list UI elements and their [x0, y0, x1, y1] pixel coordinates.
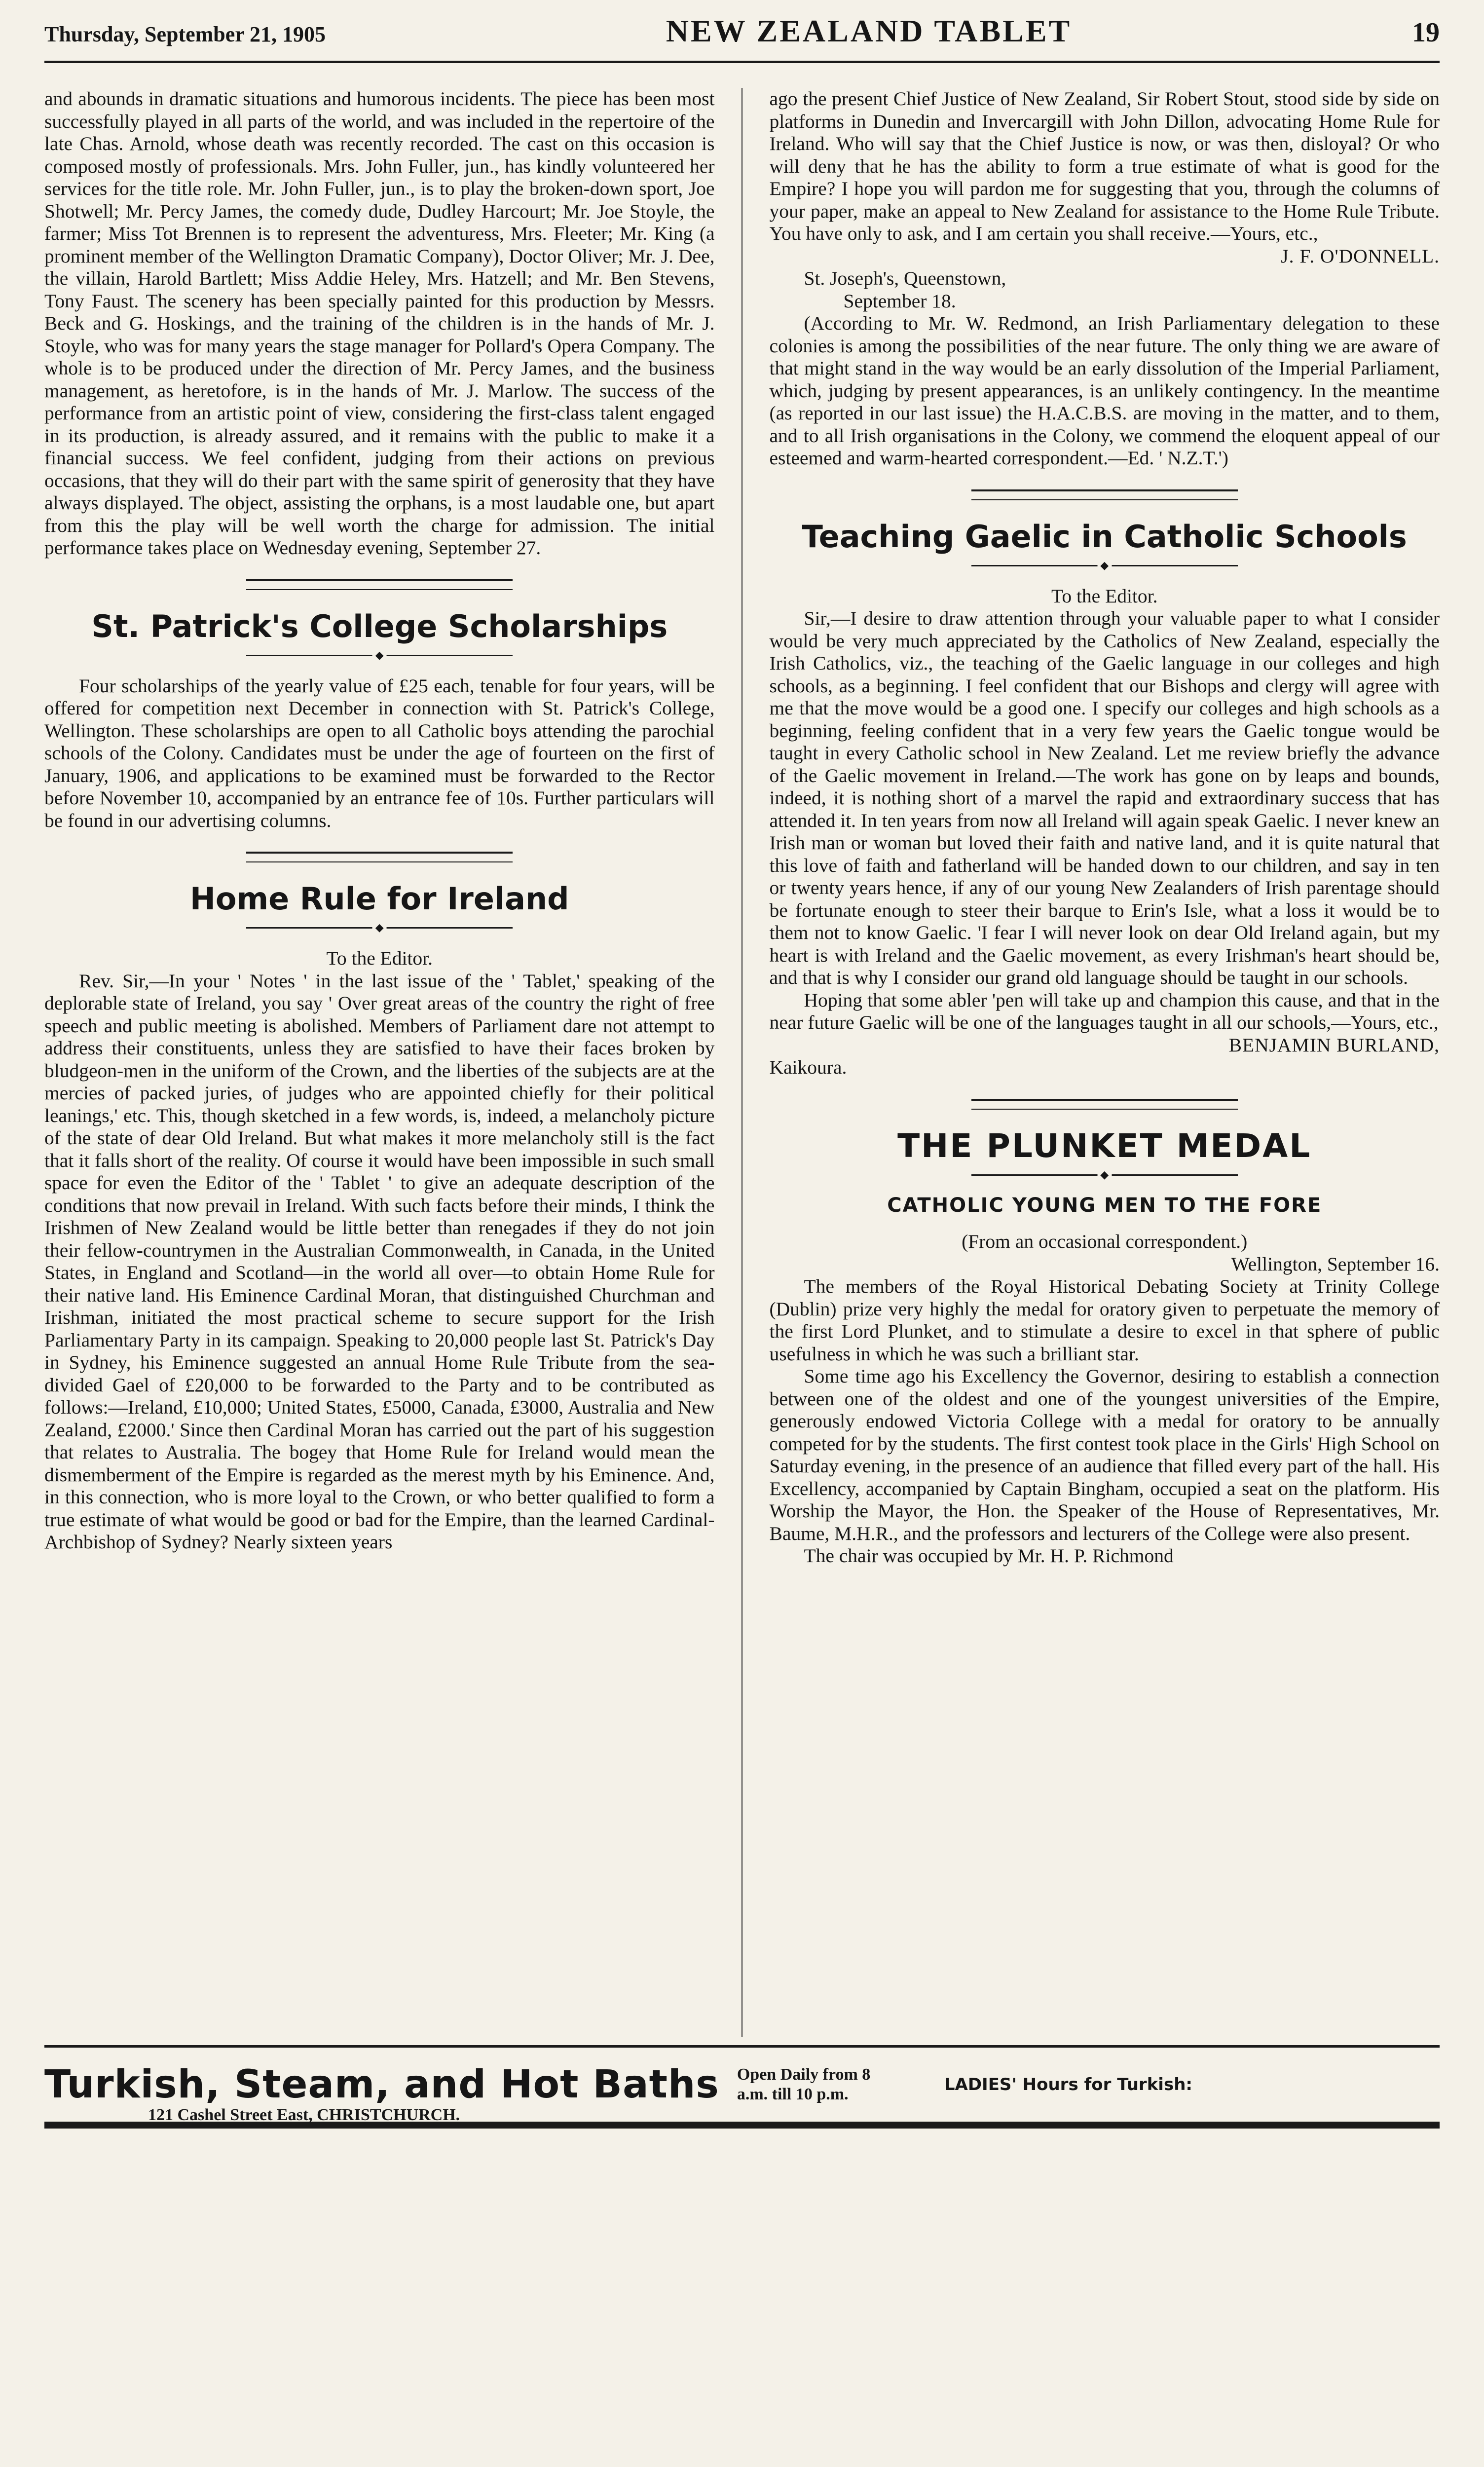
column-rule	[742, 88, 743, 2037]
diamond-ornament-icon: ◆	[372, 922, 387, 934]
issue-date: Thursday, September 21, 1905	[44, 22, 326, 46]
newspaper-title: NEW ZEALAND TABLET	[666, 13, 1072, 48]
right-column	[769, 88, 1440, 2037]
baths-address: 121 Cashel Street East, CHRISTCHURCH.	[148, 2106, 460, 2124]
plunket-heading: THE PLUNKET MEDAL	[897, 1126, 1312, 1165]
opening-hours: Open Daily from 8 a.m. till 10 p.m.	[737, 2065, 871, 2103]
gaelic-heading: Teaching Gaelic in Catholic Schools	[802, 518, 1407, 555]
plunket-source: (From an occasional correspondent.)	[962, 1231, 1248, 1252]
diamond-ornament-icon: ◆	[1097, 560, 1112, 571]
letter-place: St. Joseph's, Queenstown,	[804, 267, 1006, 289]
diamond-rule	[971, 560, 1238, 571]
article-columns	[44, 88, 1440, 2037]
section-divider	[971, 1099, 1238, 1110]
section-divider	[246, 579, 513, 590]
plunket-body-1: The members of the Royal Historical Debating Society at Trinity College (Dublin) prize very highly the medal for oratory given to perpetuate the memory of the first Lord Plunket, and to stimulate a desire to excel in that sphere of public usefulness in which he was such a brilliant star.	[769, 1275, 1440, 1365]
gaelic-body-2: Hoping that some abler 'pen will take up and champion this cause, and that in the near future Gaelic will be one of the languages taught in all our schools,—Yours, etc.,	[769, 989, 1440, 1033]
advertisement-banner	[44, 2045, 1440, 2129]
plunket-subheading: CATHOLIC YOUNG MEN TO THE FORE	[887, 1194, 1322, 1217]
left-column	[44, 88, 715, 2037]
plunket-body-3: The chair was occupied by Mr. H. P. Richmond	[804, 1545, 1174, 1567]
section-divider	[971, 489, 1238, 500]
signature-odonnell: J. F. O'DONNELL.	[1281, 245, 1440, 267]
gaelic-to-editor: To the Editor.	[1051, 585, 1158, 607]
diamond-rule	[246, 649, 513, 661]
letter-date: September 18.	[843, 290, 956, 312]
plunket-dateline: Wellington, September 16.	[1231, 1253, 1440, 1275]
home-rule-body: Rev. Sir,—In your ' Notes ' in the last issue of the ' Tablet,' speaking of the deplorable state of Ireland, you say ' Over great areas of the country the right of free speech and public meeting is abolished. Members of Parliament dare not attempt to address their constituents, unless they are satisfied to have their faces broken by bludgeon-men in the uniform of the Crown, and the liberties of the subjects are at the mercies of packed juries, of judges who are appointed chiefly for their political leanings,' etc. This, though sketched in a few words, is, indeed, a melancholy picture of the state of dear Old Ireland. But what makes it more melancholy still is the fact that it falls short of the reality. Of course it would have been impossible in such small space for even the Editor of the ' Tablet ' to give an adequate description of the conditions that now prevail in Ireland. With such facts before their minds, I think the Irishmen of New Zealand would be little better than renegades if they do not join their fellow-countrymen in the Australian Commonwealth, in Canada, in the United States, in England and Scotland—in the world all over—to obtain Home Rule for their native land. His Eminence Cardinal Moran, that distinguished Churchman and Irishman, initiated the most practical scheme to secure support for the Irish Parliamentary Party in its campaign. Speaking to 20,000 people last St. Patrick's Day in Sydney, his Eminence suggested an annual Home Rule Tribute from the sea-divided Gael of £20,000 to be forwarded to the Party and to be contributed as follows:—Ireland, £10,000; United States, £5000, Canada, £3000, Australia and New Zealand, £2000.' Since then Cardinal Moran has carried out the part of his suggestion that relates to Australia. The bogey that Home Rule for Ireland would mean the dismemberment of the Empire is regarded as the merest myth by his Eminence. And, in this connection, who is more loyal to the Crown, or who better qualified to form a true estimate of what would be good or bad for the Empire, than the learned Cardinal-Archbishop of Sydney? Nearly sixteen years	[44, 970, 715, 1553]
home-rule-continued: ago the present Chief Justice of New Zealand, Sir Robert Stout, stood side by side on platforms in Dunedin and Invercargill with John Dillon, advocating Home Rule for Ireland. Who will say that the Chief Justice is now, or was then, disloyal? Or who will deny that he has the ability to form a true estimate of what is good for the Empire? I hope you will pardon me for suggesting that you, through the columns of your paper, make an appeal to New Zealand for assistance to the Home Rule Tribute. You have only to ask, and I am certain you shall receive.—Yours, etc.,	[769, 88, 1440, 244]
gaelic-body-1: Sir,—I desire to draw attention through your valuable paper to what I consider would be very much appreciated by the Catholics of New Zealand, especially the Irish Catholics, viz., the teaching of the Gaelic language in our colleges and high schools, as a beginning. I feel confident that our Bishops and clergy will agree with me that the move would be a good one. I specify our colleges and high schools as a beginning, feeling confident that in a very few years the Gaelic tongue would be taught in every Catholic school in New Zealand. Let me review briefly the advance of the Gaelic movement in Ireland.—The work has gone on by leaps and bounds, indeed, it is nothing short of a marvel the rapid and extraordinary success that has attended it. In ten years from now all Ireland will again speak Gaelic. I never knew an Irish man or woman but loved their faith and native land, and it is quite natural that this love of faith and fatherland will be handed down to our children, and say in ten or twenty years hence, if any of our young New Zealanders of Irish parentage should be fortunate enough to steer their barque to Erin's Isle, what a loss it would be to them not to know Gaelic. 'I fear I will never look on dear Old Ireland again, but my heart is with Ireland and the Gaelic movement, as every Irishman's heart should be, and that is why I consider our grand old language should be taught in our schools.	[769, 607, 1440, 988]
diamond-ornament-icon: ◆	[372, 649, 387, 661]
diamond-ornament-icon: ◆	[1097, 1169, 1112, 1181]
home-rule-heading: Home Rule for Ireland	[189, 881, 569, 917]
diamond-rule	[246, 922, 513, 934]
diamond-rule	[971, 1169, 1238, 1181]
masthead	[44, 9, 1440, 63]
scholarships-heading: St. Patrick's College Scholarships	[91, 608, 668, 644]
baths-headline: Turkish, Steam, and Hot Baths	[44, 2062, 719, 2107]
gaelic-place: Kaikoura.	[769, 1056, 847, 1078]
section-divider	[246, 852, 513, 862]
home-rule-to-editor: To the Editor.	[326, 947, 433, 969]
ladies-hours: LADIES' Hours for Turkish:	[944, 2075, 1193, 2094]
theatre-paragraph: and abounds in dramatic situations and humorous incidents. The piece has been most successfully played in all parts of the world, and was included in the repertoire of the late Chas. Arnold, whose death was recently recorded. The cast on this occasion is composed mostly of professionals. Mrs. John Fuller, jun., has kindly volunteered her services for the title role. Mr. John Fuller, jun., is to play the broken-down sport, Joe Shotwell; Mr. Percy James, the comedy dude, Dudley Harcourt; Mr. Joe Stoyle, the farmer; Miss Tot Brennen is to represent the adventuress, Mrs. Fleeter; Mr. King (a prominent member of the Wellington Dramatic Company), Doctor Oliver; Mr. J. Dee, the villain, Harold Bartlett; Miss Addie Heley, Mrs. Hatzell; and Mr. Ben Stevens, Tony Faust. The scenery has been specially painted for this production by Messrs. Beck and G. Hoskings, and the training of the children is in the hands of Mr. J. Stoyle, who was for many years the stage manager for Pollard's Opera Company. The whole is to be produced under the direction of Mr. Percy James, and the business management, as heretofore, is in the hands of Mr. J. Marlow. The success of the performance from an artistic point of view, considering the first-class talent engaged in its production, is already assured, and it remains with the public to make it a financial success. We feel confident, judging from their actions on previous occasions, that they will do their part with the same spirit of generosity that they have always displayed. The object, assisting the orphans, is a most laudable one, but apart from this the play will be well worth the charge for admission. The initial performance takes place on Wednesday evening, September 27.	[44, 88, 715, 559]
scholarships-body: Four scholarships of the yearly value of £25 each, tenable for four years, will be offered for competition next December in connection with St. Patrick's College, Wellington. These scholarships are open to all Catholic boys attending the parochial schools of the Colony. Candidates must be under the age of fourteen on the first of January, 1906, and applications to be examined must be forwarded to the Rector before November 10, accompanied by an entrance fee of 10s. Further particulars will be found in our advertising columns.	[44, 674, 715, 831]
plunket-body-2: Some time ago his Excellency the Governor, desiring to establish a connection between one of the oldest and one of the youngest universities of the Empire, generously endowed Victoria College with a medal for oratory to be annually competed for by the students. The first contest took place in the Girls' High School on Saturday evening, in the presence of an audience that filled every part of the hall. His Excellency, accompanied by Captain Bingham, occupied a seat on the platform. His Worship the Mayor, the Hon. the Speaker of the House of Representatives, Mr. Baume, M.H.R., and the professors and lecturers of the College were also present.	[769, 1365, 1440, 1544]
signature-burland: BENJAMIN BURLAND,	[1228, 1034, 1440, 1056]
page-number: 19	[1412, 17, 1440, 48]
editor-note: (According to Mr. W. Redmond, an Irish Parliamentary delegation to these colonies is among the possibilities of the near future. The only thing we are aware of that might stand in the way would be an early dissolution of the Imperial Parliament, which, judging by present appearances, is an unlikely contingency. In the meantime (as reported in our last issue) the H.A.C.B.S. are moving in the matter, and to them, and to all Irish organisations in the Colony, we commend the eloquent appeal of our esteemed and warm-hearted correspondent.—Ed. ' N.Z.T.')	[769, 312, 1440, 469]
